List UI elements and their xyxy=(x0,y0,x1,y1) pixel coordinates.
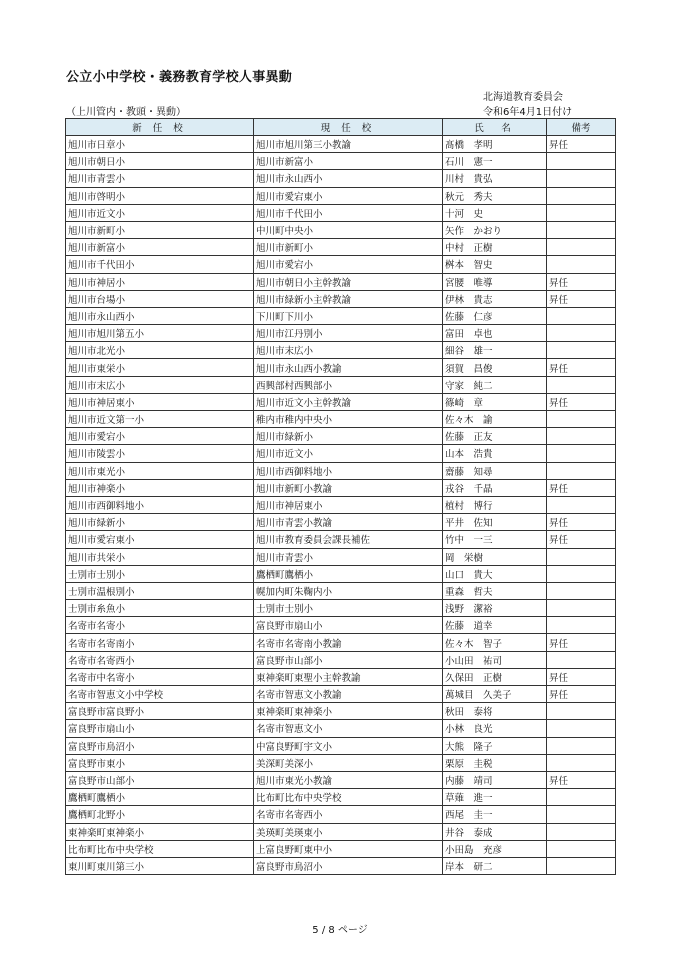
cell-person-name: 小林 良光 xyxy=(443,720,547,737)
cell-new-school: 富良野市鳥沼小 xyxy=(66,737,254,754)
cell-current-school: 旭川市千代田小 xyxy=(254,204,443,221)
cell-remarks: 昇任 xyxy=(547,359,616,376)
table-row xyxy=(66,703,616,720)
cell-remarks xyxy=(547,376,616,393)
cell-new-school: 富良野市富良野小 xyxy=(66,703,254,720)
table-row xyxy=(66,256,616,273)
table-row xyxy=(66,290,616,307)
table-row xyxy=(66,548,616,565)
cell-person-name: 内藤 靖司 xyxy=(443,771,547,788)
table-row xyxy=(66,720,616,737)
cell-current-school: 美深町美深小 xyxy=(254,754,443,771)
table-row xyxy=(66,617,616,634)
cell-current-school: 旭川市教育委員会課長補佐 xyxy=(254,531,443,548)
cell-remarks xyxy=(547,462,616,479)
cell-current-school: 名寄市名寄西小 xyxy=(254,806,443,823)
cell-person-name: 萬城目 久美子 xyxy=(443,686,547,703)
cell-current-school: 旭川市新町小教諭 xyxy=(254,479,443,496)
table-row xyxy=(66,840,616,857)
page-number: 5 / 8 ページ xyxy=(312,925,368,936)
cell-current-school: 比布町比布中央学校 xyxy=(254,789,443,806)
table-row xyxy=(66,823,616,840)
cell-person-name: 竹中 一三 xyxy=(443,531,547,548)
cell-new-school: 旭川市西御料地小 xyxy=(66,496,254,513)
cell-remarks xyxy=(547,445,616,462)
cell-person-name: 細谷 雄一 xyxy=(443,342,547,359)
cell-remarks xyxy=(547,221,616,238)
cell-new-school: 名寄市名寄小 xyxy=(66,617,254,634)
table-row xyxy=(66,187,616,204)
cell-remarks xyxy=(547,651,616,668)
cell-remarks xyxy=(547,307,616,324)
cell-new-school: 東川町東川第三小 xyxy=(66,857,254,874)
cell-new-school: 旭川市日章小 xyxy=(66,136,254,153)
cell-remarks xyxy=(547,754,616,771)
cell-remarks: 昇任 xyxy=(547,273,616,290)
cell-person-name: 矢作 かおり xyxy=(443,221,547,238)
cell-current-school: 旭川市近文小主幹教諭 xyxy=(254,393,443,410)
table-row xyxy=(66,600,616,617)
cell-current-school: 富良野市鳥沼小 xyxy=(254,857,443,874)
cell-person-name: 桝本 智史 xyxy=(443,256,547,273)
cell-new-school: 旭川市愛宕東小 xyxy=(66,531,254,548)
cell-new-school: 名寄市名寄西小 xyxy=(66,651,254,668)
cell-person-name: 戎谷 千晶 xyxy=(443,479,547,496)
cell-person-name: 川村 貴弘 xyxy=(443,170,547,187)
cell-new-school: 旭川市神楽小 xyxy=(66,479,254,496)
cell-person-name: 宮腰 唯導 xyxy=(443,273,547,290)
cell-remarks xyxy=(547,720,616,737)
cell-person-name: 山本 浩貴 xyxy=(443,445,547,462)
cell-remarks: 昇任 xyxy=(547,136,616,153)
cell-person-name: 髙橋 孝明 xyxy=(443,136,547,153)
cell-new-school: 旭川市東光小 xyxy=(66,462,254,479)
cell-current-school: 名寄市智恵文小教諭 xyxy=(254,686,443,703)
cell-new-school: 旭川市神居小 xyxy=(66,273,254,290)
cell-new-school: 富良野市東小 xyxy=(66,754,254,771)
cell-person-name: 富田 卓也 xyxy=(443,325,547,342)
cell-person-name: 小田島 充彦 xyxy=(443,840,547,857)
cell-remarks xyxy=(547,565,616,582)
table-row xyxy=(66,393,616,410)
cell-person-name: 浅野 潔裕 xyxy=(443,600,547,617)
cell-person-name: 十河 史 xyxy=(443,204,547,221)
cell-remarks: 昇任 xyxy=(547,479,616,496)
table-row xyxy=(66,857,616,874)
cell-remarks: 昇任 xyxy=(547,668,616,685)
table-row xyxy=(66,496,616,513)
cell-current-school: 中川町中央小 xyxy=(254,221,443,238)
cell-current-school: 旭川市末広小 xyxy=(254,342,443,359)
cell-remarks xyxy=(547,342,616,359)
cell-new-school: 士別市温根別小 xyxy=(66,582,254,599)
cell-new-school: 旭川市共栄小 xyxy=(66,548,254,565)
cell-new-school: 富良野市山部小 xyxy=(66,771,254,788)
cell-person-name: 佐々木 智子 xyxy=(443,634,547,651)
cell-new-school: 旭川市末広小 xyxy=(66,376,254,393)
cell-new-school: 比布町比布中央学校 xyxy=(66,840,254,857)
cell-remarks xyxy=(547,600,616,617)
cell-person-name: 井谷 泰成 xyxy=(443,823,547,840)
organization: 北海道教育委員会 xyxy=(483,92,563,103)
cell-new-school: 士別市士別小 xyxy=(66,565,254,582)
table-row xyxy=(66,136,616,153)
table-row xyxy=(66,359,616,376)
table-row xyxy=(66,376,616,393)
cell-current-school: 士別市士別小 xyxy=(254,600,443,617)
cell-remarks: 昇任 xyxy=(547,771,616,788)
cell-person-name: 山口 貴大 xyxy=(443,565,547,582)
cell-person-name: 齋藤 知尋 xyxy=(443,462,547,479)
cell-current-school: 旭川市新町小 xyxy=(254,239,443,256)
cell-new-school: 旭川市永山西小 xyxy=(66,307,254,324)
cell-current-school: 東神楽町東聖小主幹教諭 xyxy=(254,668,443,685)
cell-new-school: 富良野市扇山小 xyxy=(66,720,254,737)
cell-current-school: 旭川市朝日小主幹教諭 xyxy=(254,273,443,290)
cell-current-school: 旭川市西御料地小 xyxy=(254,462,443,479)
table-row xyxy=(66,445,616,462)
table-row xyxy=(66,582,616,599)
cell-person-name: 小山田 祐司 xyxy=(443,651,547,668)
cell-person-name: 佐々木 諭 xyxy=(443,411,547,428)
cell-new-school: 名寄市中名寄小 xyxy=(66,668,254,685)
cell-remarks xyxy=(547,789,616,806)
cell-person-name: 岡 栄樹 xyxy=(443,548,547,565)
cell-person-name: 栗原 圭税 xyxy=(443,754,547,771)
cell-remarks xyxy=(547,703,616,720)
cell-remarks: 昇任 xyxy=(547,393,616,410)
cell-remarks xyxy=(547,187,616,204)
header-name: 氏 名 xyxy=(443,119,547,136)
cell-current-school: 富良野市山部小 xyxy=(254,651,443,668)
cell-person-name: 草薙 進一 xyxy=(443,789,547,806)
cell-remarks: 昇任 xyxy=(547,290,616,307)
cell-person-name: 重森 哲夫 xyxy=(443,582,547,599)
cell-remarks xyxy=(547,170,616,187)
cell-remarks xyxy=(547,548,616,565)
table-row xyxy=(66,479,616,496)
personnel-table xyxy=(65,118,616,875)
cell-person-name: 大熊 隆子 xyxy=(443,737,547,754)
table-row xyxy=(66,806,616,823)
cell-remarks: 昇任 xyxy=(547,634,616,651)
cell-current-school: 稚内市稚内中央小 xyxy=(254,411,443,428)
table-row xyxy=(66,170,616,187)
cell-new-school: 鷹栖町鷹栖小 xyxy=(66,789,254,806)
cell-current-school: 富良野市扇山小 xyxy=(254,617,443,634)
cell-remarks xyxy=(547,411,616,428)
cell-current-school: 名寄市名寄南小教諭 xyxy=(254,634,443,651)
cell-person-name: 伊林 貴志 xyxy=(443,290,547,307)
table-row xyxy=(66,342,616,359)
table-row xyxy=(66,428,616,445)
cell-current-school: 名寄市智恵文小 xyxy=(254,720,443,737)
cell-remarks xyxy=(547,204,616,221)
table-row xyxy=(66,651,616,668)
cell-new-school: 旭川市旭川第五小 xyxy=(66,325,254,342)
table-row xyxy=(66,325,616,342)
cell-remarks xyxy=(547,582,616,599)
cell-person-name: 植村 博行 xyxy=(443,496,547,513)
table-row xyxy=(66,153,616,170)
table-row xyxy=(66,514,616,531)
table-row xyxy=(66,307,616,324)
cell-remarks xyxy=(547,823,616,840)
cell-remarks: 昇任 xyxy=(547,531,616,548)
cell-remarks xyxy=(547,737,616,754)
cell-current-school: 旭川市愛宕東小 xyxy=(254,187,443,204)
table-header-row xyxy=(66,119,616,136)
cell-new-school: 旭川市青雲小 xyxy=(66,170,254,187)
cell-current-school: 旭川市東光小教諭 xyxy=(254,771,443,788)
cell-current-school: 旭川市永山西小 xyxy=(254,170,443,187)
table-row xyxy=(66,634,616,651)
cell-current-school: 東神楽町東神楽小 xyxy=(254,703,443,720)
effective-date: 令和6年4月1日付け xyxy=(483,107,573,118)
cell-person-name: 久保田 正樹 xyxy=(443,668,547,685)
table-row xyxy=(66,565,616,582)
table-row xyxy=(66,737,616,754)
cell-remarks xyxy=(547,256,616,273)
cell-current-school: 旭川市永山西小教諭 xyxy=(254,359,443,376)
header-new-school: 新 任 校 xyxy=(66,119,254,136)
cell-current-school: 旭川市青雲小教諭 xyxy=(254,514,443,531)
cell-new-school: 旭川市神居東小 xyxy=(66,393,254,410)
cell-remarks: 昇任 xyxy=(547,514,616,531)
cell-new-school: 旭川市台場小 xyxy=(66,290,254,307)
cell-person-name: 石川 憲一 xyxy=(443,153,547,170)
cell-remarks xyxy=(547,857,616,874)
cell-current-school: 下川町下川小 xyxy=(254,307,443,324)
cell-current-school: 旭川市新富小 xyxy=(254,153,443,170)
cell-new-school: 旭川市近文小 xyxy=(66,204,254,221)
cell-current-school: 旭川市旭川第三小教諭 xyxy=(254,136,443,153)
cell-new-school: 旭川市陵雲小 xyxy=(66,445,254,462)
cell-current-school: 上富良野町東中小 xyxy=(254,840,443,857)
cell-current-school: 旭川市緑新小主幹教諭 xyxy=(254,290,443,307)
table-row xyxy=(66,221,616,238)
cell-remarks xyxy=(547,153,616,170)
cell-new-school: 旭川市新富小 xyxy=(66,239,254,256)
cell-new-school: 旭川市啓明小 xyxy=(66,187,254,204)
table-row xyxy=(66,754,616,771)
cell-new-school: 旭川市愛宕小 xyxy=(66,428,254,445)
cell-current-school: 旭川市江丹別小 xyxy=(254,325,443,342)
table-row xyxy=(66,462,616,479)
cell-new-school: 名寄市名寄南小 xyxy=(66,634,254,651)
header-remarks: 備考 xyxy=(547,119,616,136)
cell-person-name: 篠崎 章 xyxy=(443,393,547,410)
cell-new-school: 旭川市北光小 xyxy=(66,342,254,359)
cell-remarks xyxy=(547,325,616,342)
cell-person-name: 佐藤 仁彦 xyxy=(443,307,547,324)
cell-remarks xyxy=(547,239,616,256)
table-row xyxy=(66,273,616,290)
table-row xyxy=(66,686,616,703)
cell-current-school: 中富良野町宇文小 xyxy=(254,737,443,754)
cell-person-name: 中村 正樹 xyxy=(443,239,547,256)
header-current-school: 現 任 校 xyxy=(254,119,443,136)
cell-new-school: 旭川市新町小 xyxy=(66,221,254,238)
cell-remarks xyxy=(547,617,616,634)
table-row xyxy=(66,668,616,685)
cell-new-school: 名寄市智恵文小中学校 xyxy=(66,686,254,703)
cell-current-school: 美瑛町美瑛東小 xyxy=(254,823,443,840)
table-row xyxy=(66,204,616,221)
cell-remarks xyxy=(547,428,616,445)
cell-remarks xyxy=(547,496,616,513)
table-row xyxy=(66,239,616,256)
cell-remarks: 昇任 xyxy=(547,686,616,703)
cell-new-school: 鷹栖町北野小 xyxy=(66,806,254,823)
table-row xyxy=(66,411,616,428)
cell-person-name: 佐藤 正友 xyxy=(443,428,547,445)
cell-person-name: 秋元 秀夫 xyxy=(443,187,547,204)
cell-new-school: 旭川市朝日小 xyxy=(66,153,254,170)
cell-current-school: 西興部村西興部小 xyxy=(254,376,443,393)
cell-remarks xyxy=(547,806,616,823)
cell-remarks xyxy=(547,840,616,857)
cell-new-school: 旭川市緑新小 xyxy=(66,514,254,531)
cell-current-school: 旭川市緑新小 xyxy=(254,428,443,445)
cell-current-school: 旭川市愛宕小 xyxy=(254,256,443,273)
table-row xyxy=(66,531,616,548)
cell-person-name: 平井 佐知 xyxy=(443,514,547,531)
cell-person-name: 須賀 昌俊 xyxy=(443,359,547,376)
cell-new-school: 士別市糸魚小 xyxy=(66,600,254,617)
cell-person-name: 西尾 圭一 xyxy=(443,806,547,823)
cell-current-school: 旭川市神居東小 xyxy=(254,496,443,513)
cell-person-name: 秋田 泰将 xyxy=(443,703,547,720)
cell-current-school: 旭川市近文小 xyxy=(254,445,443,462)
subtitle: （上川管内・教頭・異動） xyxy=(66,107,186,118)
cell-person-name: 佐藤 道幸 xyxy=(443,617,547,634)
cell-new-school: 東神楽町東神楽小 xyxy=(66,823,254,840)
cell-current-school: 旭川市青雲小 xyxy=(254,548,443,565)
cell-person-name: 岸本 研二 xyxy=(443,857,547,874)
table-row xyxy=(66,789,616,806)
page-title: 公立小中学校・義務教育学校人事異動 xyxy=(66,70,293,85)
cell-new-school: 旭川市東栄小 xyxy=(66,359,254,376)
cell-new-school: 旭川市千代田小 xyxy=(66,256,254,273)
cell-current-school: 幌加内町朱鞠内小 xyxy=(254,582,443,599)
table-row xyxy=(66,771,616,788)
cell-new-school: 旭川市近文第一小 xyxy=(66,411,254,428)
cell-person-name: 守家 純二 xyxy=(443,376,547,393)
cell-current-school: 鷹栖町鷹栖小 xyxy=(254,565,443,582)
